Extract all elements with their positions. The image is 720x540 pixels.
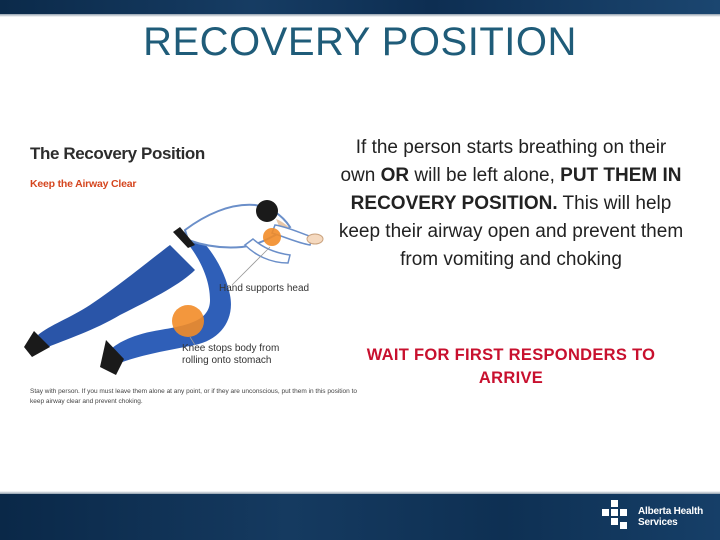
label-knee-stops-body: Knee stops body from rolling onto stomach [182,343,280,366]
instruction-part2: will be left alone, [409,165,561,186]
recovery-position-illustration [20,135,370,415]
instruction-or: OR [380,165,410,186]
logo-cross-icon [600,498,634,532]
label-hand-supports-head: Hand supports head [219,283,310,294]
logo-text [638,506,703,528]
figure-caption: Stay with person. If you must leave them alone at any point, or if they are unconscious, put them in this position to keep airway clear and prevent choking. [30,388,357,405]
top-band [0,0,720,14]
logo-line1: Alberta Health [638,506,703,517]
logo-line2: Services [638,517,678,528]
figure-title: The Recovery Position [30,144,205,163]
instruction-text [338,134,684,274]
alberta-health-services-logo [600,498,712,532]
slide-title: RECOVERY POSITION [143,20,577,64]
instruction-part3: This will help keep their airway open and prevent them from vomiting and choking [338,193,684,270]
instruction-part1: If the person starts breathing on their own [340,137,667,186]
instruction-emphasis: PUT THEM IN RECOVERY POSITION. [350,165,682,214]
recovery-position-figure [20,135,370,415]
alert-text: WAIT FOR FIRST RESPONDERS TO ARRIVE [366,346,656,387]
figure-subtitle: Keep the Airway Clear [30,178,137,190]
bottom-band [0,494,720,540]
